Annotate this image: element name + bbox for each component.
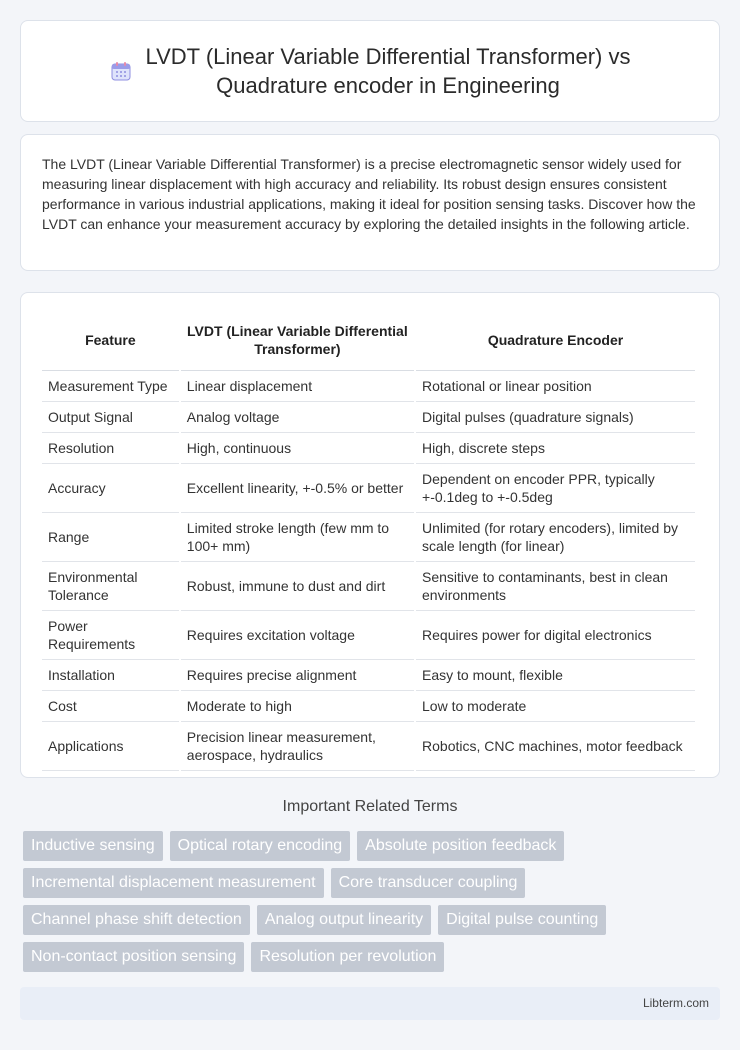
- table-row: [42, 660, 695, 691]
- table-cell-lvdt: Robust, immune to dust and dirt: [181, 562, 414, 611]
- related-term-tag[interactable]: Core transducer coupling: [331, 868, 526, 898]
- table-cell-feature: Applications: [42, 722, 179, 771]
- table-row: [42, 402, 695, 433]
- table-cell-encoder: Unlimited (for rotary encoders), limited by scale length (for linear): [416, 513, 695, 562]
- table-cell-encoder: Requires power for digital electronics: [416, 611, 695, 660]
- table-row: [42, 722, 695, 771]
- related-term-tag[interactable]: Non-contact position sensing: [23, 942, 244, 972]
- table-cell-feature: Accuracy: [42, 464, 179, 513]
- table-cell-lvdt: Precision linear measurement, aerospace, hydraulics: [181, 722, 414, 771]
- header-lvdt: LVDT (Linear Variable Differential Transformer): [181, 309, 414, 371]
- table-row: [42, 611, 695, 660]
- table-cell-encoder: Dependent on encoder PPR, typically +-0.1deg to +-0.5deg: [416, 464, 695, 513]
- table-row: [42, 371, 695, 402]
- related-term-tag[interactable]: Inductive sensing: [23, 831, 163, 861]
- table-row: [42, 433, 695, 464]
- table-cell-feature: Installation: [42, 660, 179, 691]
- table-cell-lvdt: Requires precise alignment: [181, 660, 414, 691]
- table-cell-lvdt: Moderate to high: [181, 691, 414, 722]
- related-term-tag[interactable]: Channel phase shift detection: [23, 905, 250, 935]
- header-quadrature-encoder: Quadrature Encoder: [416, 309, 695, 371]
- table-cell-lvdt: Linear displacement: [181, 371, 414, 402]
- related-terms-title: Important Related Terms: [282, 798, 458, 815]
- table-cell-feature: Resolution: [42, 433, 179, 464]
- related-term-tag[interactable]: Resolution per revolution: [251, 942, 444, 972]
- table-cell-feature: Range: [42, 513, 179, 562]
- calendar-icon: [110, 60, 132, 82]
- related-terms-tags: [23, 831, 723, 972]
- table-row: [42, 464, 695, 513]
- table-row: [42, 562, 695, 611]
- table-cell-encoder: Low to moderate: [416, 691, 695, 722]
- related-term-tag[interactable]: Incremental displacement measurement: [23, 868, 324, 898]
- table-cell-encoder: Easy to mount, flexible: [416, 660, 695, 691]
- table-cell-encoder: High, discrete steps: [416, 433, 695, 464]
- page-title: [146, 42, 631, 100]
- table-cell-encoder: Robotics, CNC machines, motor feedback: [416, 722, 695, 771]
- related-term-tag[interactable]: Absolute position feedback: [357, 831, 564, 861]
- comparison-table: [40, 309, 697, 771]
- table-cell-feature: Output Signal: [42, 402, 179, 433]
- footer: [20, 987, 720, 1020]
- header-feature: Feature: [42, 309, 179, 371]
- table-cell-feature: Power Requirements: [42, 611, 179, 660]
- header-inner: [110, 42, 631, 100]
- table-cell-feature: Cost: [42, 691, 179, 722]
- table-cell-feature: Measurement Type: [42, 371, 179, 402]
- table-row: [42, 691, 695, 722]
- related-term-tag[interactable]: Digital pulse counting: [438, 905, 606, 935]
- table-row: [42, 513, 695, 562]
- table-cell-encoder: Digital pulses (quadrature signals): [416, 402, 695, 433]
- table-cell-encoder: Rotational or linear position: [416, 371, 695, 402]
- comparison-table-card: [20, 292, 720, 778]
- table-cell-lvdt: High, continuous: [181, 433, 414, 464]
- table-cell-lvdt: Requires excitation voltage: [181, 611, 414, 660]
- footer-site-link[interactable]: Libterm.com: [642, 996, 709, 1010]
- table-cell-feature: Environmental Tolerance: [42, 562, 179, 611]
- related-term-tag[interactable]: Optical rotary encoding: [170, 831, 351, 861]
- page-title-line2: Quadrature encoder in Engineering: [216, 73, 560, 98]
- header-card: [20, 20, 720, 122]
- table-cell-lvdt: Analog voltage: [181, 402, 414, 433]
- related-term-tag[interactable]: Analog output linearity: [257, 905, 431, 935]
- intro-text: The LVDT (Linear Variable Differential Transformer) is a precise electromagnetic sensor widely used for measuring linear displacement with high accuracy and reliability. Its robust design ensures consistent performance in various industrial applications, making it ideal for position sensing tasks. Discover how the LVDT can enhance your measurement accuracy by exploring the detailed insights in the following article.: [42, 156, 696, 232]
- table-cell-encoder: Sensitive to contaminants, best in clean environments: [416, 562, 695, 611]
- table-cell-lvdt: Excellent linearity, +-0.5% or better: [181, 464, 414, 513]
- intro-card: [20, 134, 720, 271]
- page-title-line1: LVDT (Linear Variable Differential Transformer) vs: [145, 44, 631, 69]
- table-header-row: [42, 309, 695, 371]
- table-cell-lvdt: Limited stroke length (few mm to 100+ mm): [181, 513, 414, 562]
